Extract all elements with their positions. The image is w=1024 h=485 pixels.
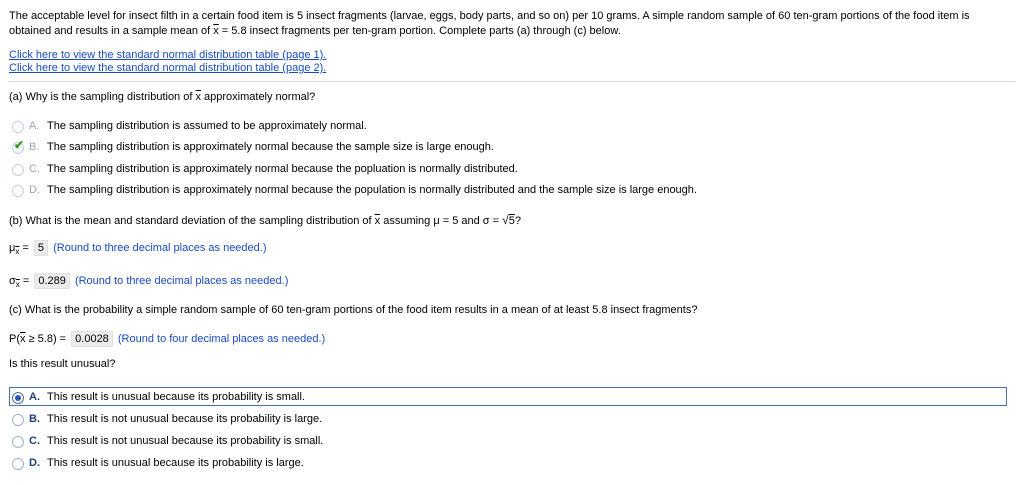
radio-button[interactable] <box>12 458 24 470</box>
option-letter: C. <box>29 163 40 175</box>
radio-button-selected[interactable] <box>12 392 24 404</box>
xbar-symbol: $\overline{x}$ <box>20 333 26 345</box>
option-text: The sampling distribution is approximately normal because the popluation is normally distributed. <box>47 163 518 175</box>
sd-answer-row <box>9 273 288 289</box>
rounding-hint: (Round to three decimal places as needed.) <box>53 242 267 254</box>
probability-answer-box[interactable]: 0.0028 <box>71 331 113 347</box>
option-letter: D. <box>29 184 40 196</box>
radio-button[interactable] <box>12 121 24 133</box>
checkmark-icon: ✔ <box>14 138 25 152</box>
option-text: This result is unusual because its probability is small. <box>47 391 306 403</box>
part-a-option-b[interactable] <box>0 140 1000 158</box>
sd-answer-box[interactable]: 0.289 <box>34 273 70 289</box>
mean-answer-box[interactable]: 5 <box>34 240 48 256</box>
radio-button[interactable] <box>12 185 24 197</box>
option-text: This result is not unusual because its probability is large. <box>47 413 323 425</box>
rounding-hint: (Round to four decimal places as needed.) <box>117 333 326 345</box>
probability-answer-row: $P(\overline{x} \ge 5.8) = 0.0028$ (Round to four decimal places as needed.) <box>9 333 326 345</box>
problem-text-1: The acceptable level for insect filth in a certain food item is 5 insect fragments (larvae, eggs, body parts, and so on) per 10 grams. A simple random sample of 60 ten-gram portions of the food item is obtained and results in a sample mean of <box>9 10 970 37</box>
sigma-symbol: σ <box>9 275 16 287</box>
option-letter: B. <box>29 141 40 153</box>
part-c-option-b[interactable] <box>0 412 1000 430</box>
part-b-question: (b) What is the mean and standard deviation of the sampling distribution of $\overline{x}$ assuming μ = 5 and σ = √5? <box>9 213 521 227</box>
option-text: This result is not unusual because its probability is small. <box>47 435 324 447</box>
option-text: The sampling distribution is assumed to be approximately normal. <box>47 120 367 132</box>
sqrt-value: 5 <box>508 215 515 227</box>
option-letter: D. <box>29 457 40 469</box>
part-c-option-a[interactable] <box>0 390 1000 408</box>
mu-symbol: μ <box>9 242 16 254</box>
equals-sign: = <box>22 242 29 254</box>
equals-sign: = <box>22 275 30 287</box>
option-text: This result is unusual because its probability is large. <box>47 457 304 469</box>
option-letter: C. <box>29 435 40 447</box>
option-letter: A. <box>29 120 40 132</box>
part-c-option-c[interactable] <box>0 434 1000 452</box>
option-text: The sampling distribution is approximately normal because the population is normally distributed and the sample size is large enough. <box>47 184 697 196</box>
part-a-option-a[interactable] <box>0 119 1000 137</box>
part-a-option-d[interactable] <box>0 183 1000 201</box>
part-a-option-c[interactable] <box>0 162 1000 180</box>
normal-table-link-page-1[interactable]: Click here to view the standard normal distribution table (page 1). <box>9 49 327 61</box>
part-c-option-d[interactable] <box>0 456 1000 474</box>
sqrt-symbol: √ <box>502 213 509 227</box>
problem-statement <box>9 9 1009 39</box>
xbar-symbol: $\overline{x}$ <box>195 91 201 103</box>
option-text: The sampling distribution is approximately normal because the sample size is large enough. <box>47 141 494 153</box>
radio-button[interactable] <box>12 436 24 448</box>
radio-button[interactable] <box>12 414 24 426</box>
problem-text-2: = 5.8 insect fragments per ten-gram portion. Complete parts (a) through (c) below. <box>218 25 621 37</box>
unusual-question: Is this result unusual? <box>9 358 116 370</box>
section-divider <box>9 81 1015 82</box>
radio-button[interactable] <box>12 164 24 176</box>
option-letter: B. <box>29 413 40 425</box>
xbar-symbol: $\overline{x}$ <box>374 215 381 227</box>
part-a-question: (a) Why is the sampling distribution of $\overline{x}$ approximately normal? <box>9 91 316 103</box>
part-c-question: (c) What is the probability a simple random sample of 60 ten-gram portions of the food item results in a mean of at least 5.8 insect fragments? <box>9 304 698 316</box>
xbar-symbol: $\overline{x}$ <box>213 25 219 37</box>
rounding-hint: (Round to three decimal places as needed.) <box>74 275 289 287</box>
mean-answer-row <box>9 240 267 256</box>
normal-table-link-page-2[interactable]: Click here to view the standard normal distribution table (page 2). <box>9 62 327 74</box>
option-letter: A. <box>29 391 40 403</box>
xbar-subscript: x <box>15 280 20 289</box>
xbar-subscript: x <box>15 247 20 256</box>
